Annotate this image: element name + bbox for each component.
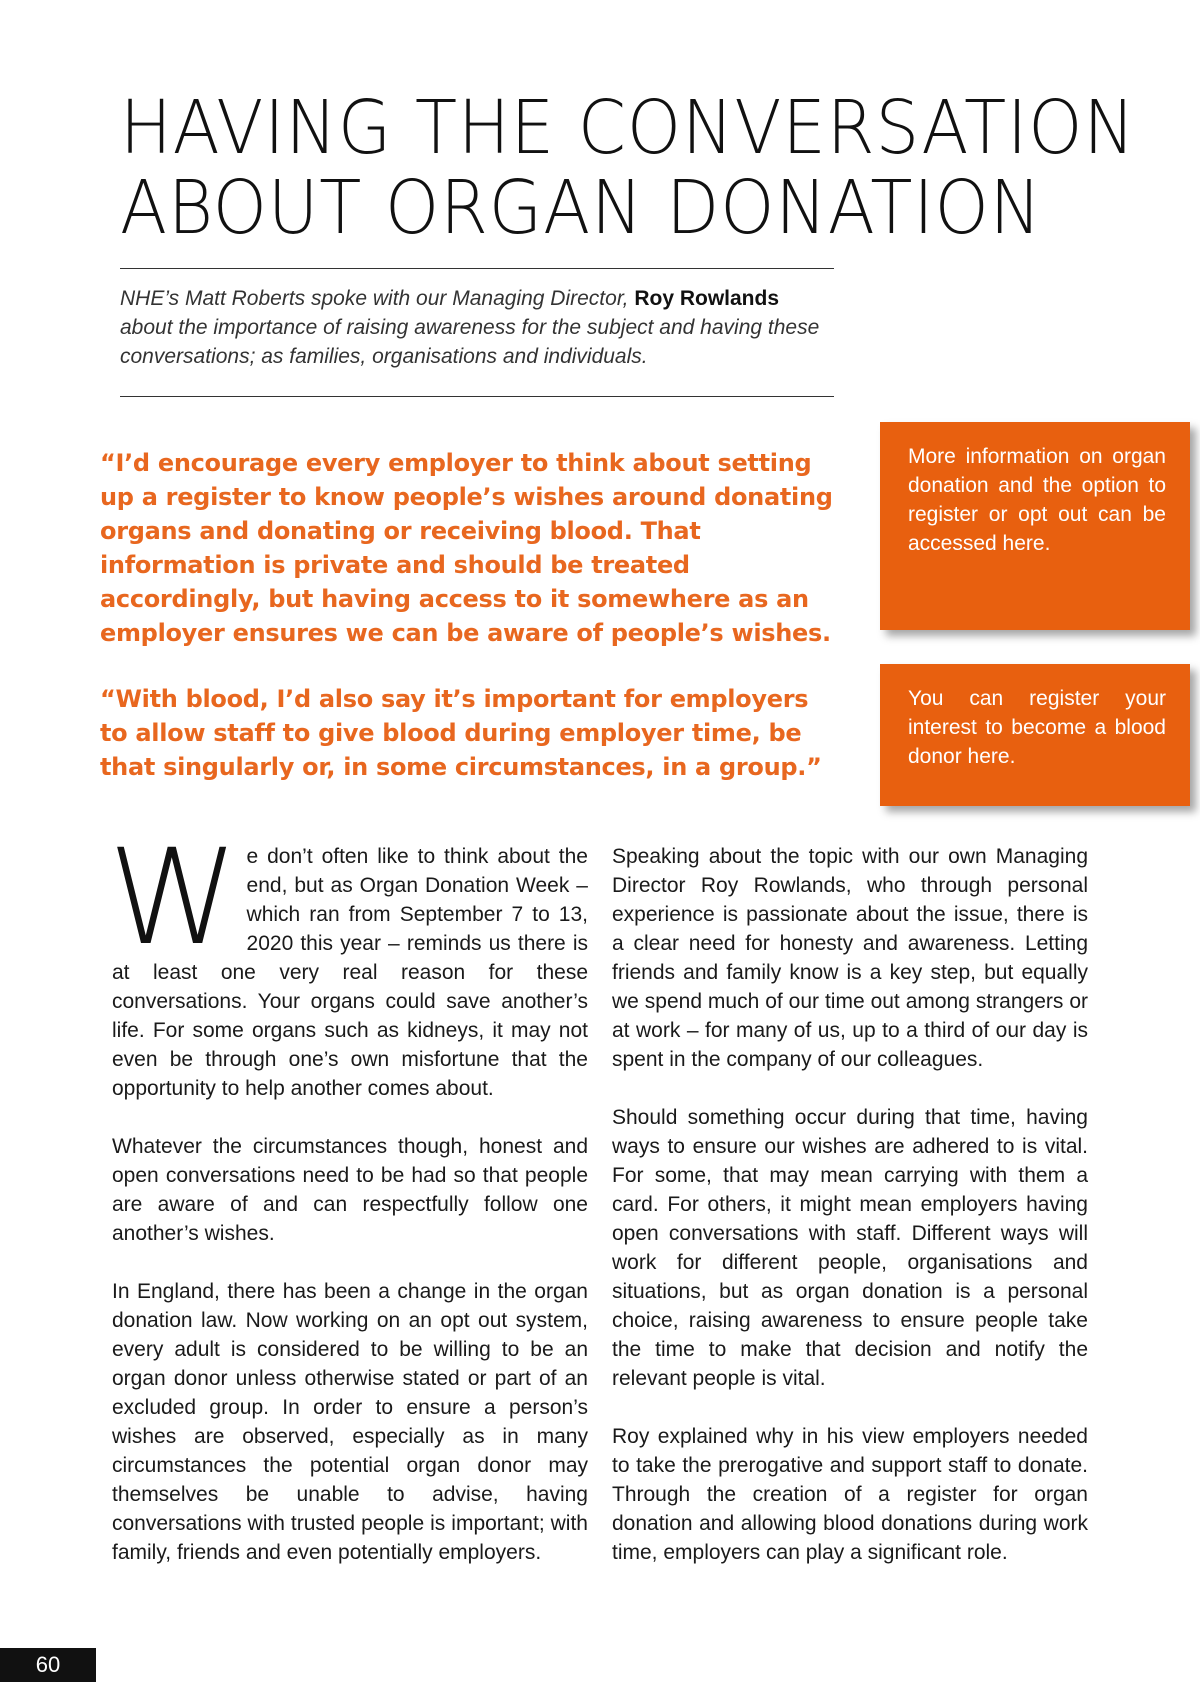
organ-donation-info-callout[interactable]: More information on organ donation and the option to register or opt out can be accessed here.: [880, 422, 1190, 630]
body-paragraph: Roy explained why in his view employers needed to take the prerogative and support staff to donate. Through the creation of a register for organ donation and allowing blood donations during work time, employers can play a significant role.: [612, 1425, 1088, 1564]
blood-donor-callout[interactable]: You can register your interest to become a blood donor here.: [880, 664, 1190, 806]
intro-name: Roy Rowlands: [634, 287, 780, 310]
pull-quote-2: “With blood, I’d also say it’s important for employers to allow staff to give blood during employer time, be that singularly or, in some circumstances, in a group.”: [100, 685, 822, 781]
article-title-line-1: HAVING THE CONVERSATION: [120, 85, 1136, 171]
intro-text-after: about the importance of raising awareness for the subject and having these conversations; as families, organisations and individuals.: [120, 316, 820, 368]
body-paragraph-text: e don’t often like to think about the end, but as Organ Donation Week – which ran from September 7 to 13, 2020 this year – reminds us there is at least one very real reason for these conversations. Your organs could save another’s life. For some organs such as kidneys, it may not even be through one’s own misfortune that the opportunity to help another comes about.: [112, 845, 588, 1100]
body-column-left: [108, 821, 588, 1567]
body-paragraph: Should something occur during that time, having ways to ensure our wishes are adhered to is vital. For some, that may mean carrying with them a card. For others, it might mean employers having open conversations with staff. Different ways will work for different people, organisations and situations, but as organ donation is a personal choice, raising awareness to ensure people take the time to make that decision and notify the relevant people is vital.: [612, 1106, 1088, 1390]
body-paragraph: In England, there has been a change in the organ donation law. Now working on an opt out system, every adult is considered to be willing to be an organ donor unless otherwise stated or part of an excluded group. In order to ensure a person’s wishes are observed, especially as in many circumstances the potential organ donor may themselves be unable to advise, having conversations with trusted people is important; with family, friends and even potentially employers.: [112, 1280, 588, 1564]
body-paragraph: Speaking about the topic with our own Managing Director Roy Rowlands, who through personal experience is passionate about the issue, there is a clear need for honesty and awareness. Letting friends and family know is a key step, but equally we spend much of our time out among strangers or at work – for many of us, up to a third of our day is spent in the company of our colleagues.: [612, 845, 1088, 1071]
body-paragraph: Whatever the circumstances though, honest and open conversations need to be had so that people are aware of and can respectfully follow one another’s wishes.: [112, 1135, 588, 1245]
drop-cap: W: [108, 821, 239, 975]
intro-bottom-divider: [120, 396, 834, 397]
page-number: 60: [0, 1648, 96, 1682]
intro-standfirst: [120, 284, 834, 371]
intro-top-divider: [120, 268, 834, 269]
body-paragraph: [108, 821, 588, 1103]
article-title: [120, 85, 1136, 251]
article-title-line-2: ABOUT ORGAN DONATION: [120, 165, 1043, 251]
intro-text-before: NHE’s Matt Roberts spoke with our Managing Director,: [120, 287, 635, 310]
pull-quote-1: “I’d encourage every employer to think about setting up a register to know people’s wishes around donating organs and donating or receiving blood. That information is private and should be treated accordingly, but having access to it somewhere as an employer ensures we can be aware of people’s wishes.: [100, 449, 833, 647]
body-column-right: [612, 842, 1088, 1567]
